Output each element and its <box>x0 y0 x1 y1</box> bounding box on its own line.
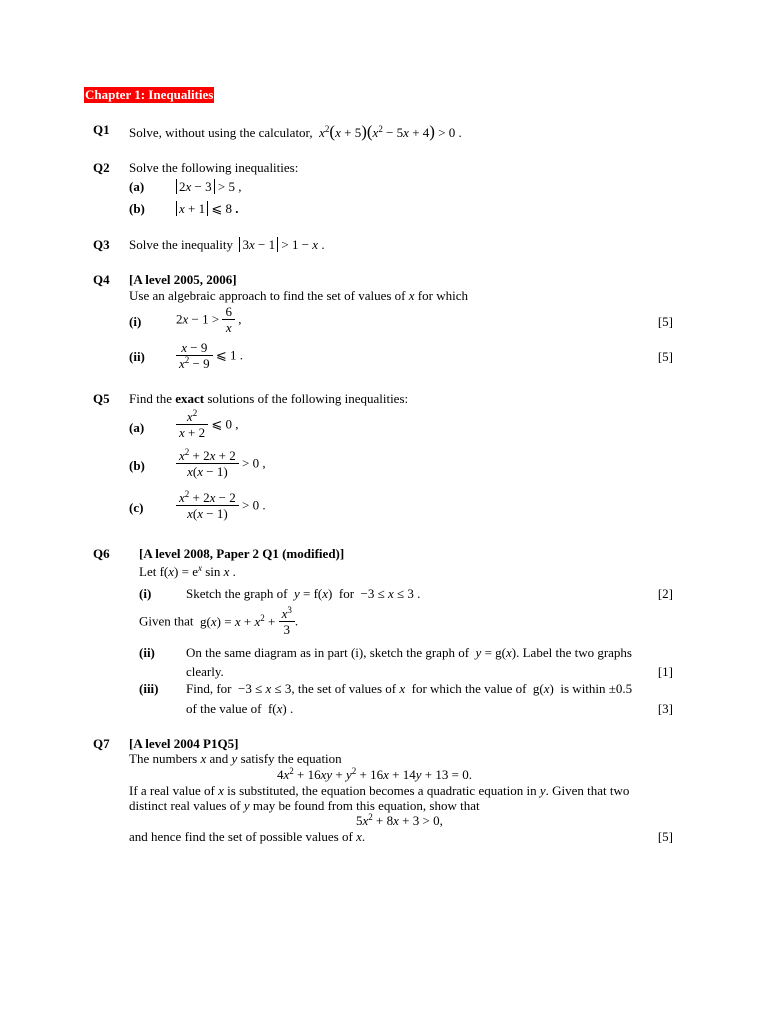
q7-line-1-pre: The numbers <box>129 751 198 766</box>
q6-part-i-label: (i) <box>139 586 152 601</box>
q6-part-ii-text-1: On the same diagram as in part (i), sketch the graph of <box>186 645 470 660</box>
q6-part-i-for: for <box>338 586 355 601</box>
q2-part-b-expression: x + 1 ⩽ 8 . <box>176 201 239 217</box>
q6-part-iii-text: Find, for −3 ≤ x ≤ 3, the set of values of x for which the value of g(x) is within ±0.5 <box>186 681 633 696</box>
q3-instruction: Solve the inequality <box>129 237 233 252</box>
q5-text-post: solutions of the following inequalities: <box>207 391 409 406</box>
q7-marks: [5] <box>657 829 673 844</box>
q5-text-pre: Find the <box>129 391 172 406</box>
q6-part-iii-marks: [3] <box>657 701 673 716</box>
q6-part-i-instruction: Sketch the graph of <box>186 586 288 601</box>
q4-part-ii-expression: $\frac{x - 9}{x^2 - 9}$ ⩽ 1 . <box>176 340 243 371</box>
q6-part-iii-label: (iii) <box>139 681 159 696</box>
q1-number: Q1 <box>93 122 110 137</box>
q6-part-iii-text-cont: of the value of f(x) . <box>186 701 294 716</box>
q7-inequality: $5x^2 + 8x + 3 > 0$, <box>356 812 443 828</box>
q6-given-line: Given that $g(x) = x + x^2$ + $\frac{x^3}{3}$ . <box>139 605 299 637</box>
q4-part-ii-marks: [5] <box>657 349 673 364</box>
q6-let: Let <box>139 564 157 579</box>
q6-part-iii-text-4: is within ±0.5 <box>560 681 633 696</box>
q4-source: [A level 2005, 2006] <box>129 272 237 287</box>
q6-part-iii-text-1: Find, for <box>186 681 232 696</box>
q3-number: Q3 <box>93 237 110 252</box>
q5-part-b-expression: $\frac{x^2 + 2x + 2}{x(x - 1)}$ > 0 , <box>176 448 266 479</box>
q5-text-bold: exact <box>175 391 205 406</box>
q4-number: Q4 <box>93 272 110 287</box>
q6-part-ii-text-2: . Label the two graphs <box>516 645 632 660</box>
q6-part-ii-marks: [1] <box>657 664 673 679</box>
chapter-title: Chapter 1: Inequalities <box>85 87 214 102</box>
q3-text <box>129 237 325 253</box>
q7-line-3-mid: is substituted, the equation becomes a quadratic equation in <box>227 783 537 798</box>
q7-line-1-post: satisfy the equation <box>240 751 342 766</box>
q6-source: [A level 2008, Paper 2 Q1 (modified)] <box>139 546 345 561</box>
q3-expression: 3x − 1 > 1 − x . <box>236 237 324 252</box>
q4-part-ii-label: (ii) <box>129 349 145 364</box>
q7-line-6-text: and hence find the set of possible values of <box>129 829 353 844</box>
q2-part-b-label: (b) <box>129 201 145 216</box>
q4-text-pre: Use an algebraic approach to find the set of values of <box>129 288 406 303</box>
q7-equation: $4x^2 + 16xy + y^2 + 16x + 14y + 13 = 0$. <box>277 766 472 782</box>
q4-part-i-expression: 2x − 1 > $\frac{6}{x}$ , <box>176 304 242 335</box>
q7-line-4: distinct real values of y may be found from this equation, show that <box>129 798 480 813</box>
q7-line-3: If a real value of x is substituted, the equation becomes a quadratic equation in y. Given that two <box>129 783 630 798</box>
q6-part-ii-label: (ii) <box>139 645 155 660</box>
q6-part-ii-text-3: clearly. <box>186 664 224 679</box>
q4-text: Use an algebraic approach to find the set of values of x for which <box>129 288 468 303</box>
q2-part-a-expression: 2x − 3 > 5 , <box>176 179 241 195</box>
q6-number: Q6 <box>93 546 110 561</box>
q4-part-i-label: (i) <box>129 314 142 329</box>
q5-part-c-expression: $\frac{x^2 + 2x - 2}{x(x - 1)}$ > 0 . <box>176 490 266 521</box>
q6-let-line: Let $f(x) = e^x$ sin x . <box>139 563 236 579</box>
q2-text: Solve the following inequalities: <box>129 160 299 175</box>
q5-text <box>129 391 408 407</box>
q6-given: Given that <box>139 613 194 629</box>
q5-part-c-label: (c) <box>129 500 144 515</box>
q1-instruction: Solve, without using the calculator, <box>129 125 313 140</box>
q5-part-a-label: (a) <box>129 420 145 435</box>
q1-expression: $x^2(x + 5)(x^2 - 5x + 4) > 0$ . <box>319 122 462 141</box>
q5-part-b-label: (b) <box>129 458 145 473</box>
q7-source: [A level 2004 P1Q5] <box>129 736 239 751</box>
q6-part-i-text: Sketch the graph of y = f(x) for −3 ≤ x ≤ 3 . <box>186 586 421 601</box>
q7-line-1-and: and <box>209 751 229 766</box>
q6-part-iii-text-3: for which the value of <box>411 681 527 696</box>
q1-text <box>129 122 462 142</box>
q7-line-4-pre: distinct real values of <box>129 798 241 813</box>
q6-part-i-marks: [2] <box>657 586 673 601</box>
q6-part-iii-text-5: of the value of <box>186 701 262 716</box>
q2-number: Q2 <box>93 160 110 175</box>
q7-line-3-pre: If a real value of <box>129 783 215 798</box>
q7-line-1: The numbers x and y satisfy the equation <box>129 751 342 766</box>
q5-part-a-expression: $\frac{x^2}{x + 2}$ ⩽ 0 , <box>176 409 239 440</box>
q7-line-3-post: . Given that two <box>545 783 630 798</box>
q5-number: Q5 <box>93 391 110 406</box>
q7-line-6: and hence find the set of possible values of x. <box>129 829 366 844</box>
q4-text-post: for which <box>417 288 468 303</box>
q6-part-iii-text-2: , the set of values of <box>291 681 397 696</box>
q4-part-i-marks: [5] <box>657 314 673 329</box>
q7-line-4-post: may be found from this equation, show that <box>252 798 480 813</box>
q7-number: Q7 <box>93 736 110 751</box>
q6-part-ii-text: On the same diagram as in part (i), sketch the graph of y = g(x). Label the two graphs <box>186 645 632 660</box>
q2-part-a-label: (a) <box>129 179 145 194</box>
